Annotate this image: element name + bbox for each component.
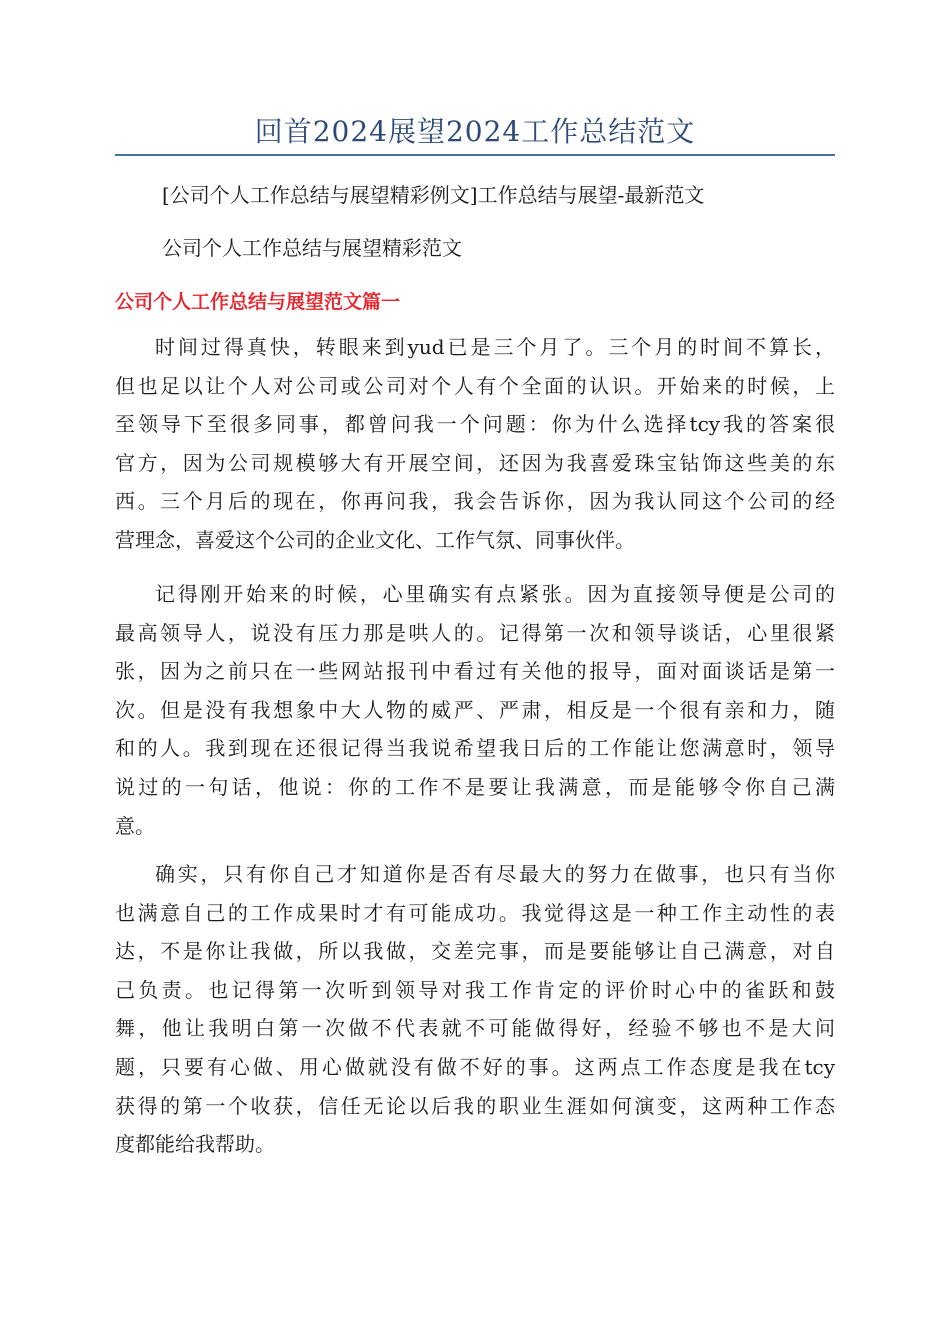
section-heading: 公司个人工作总结与展望范文篇一 — [115, 291, 401, 313]
paragraph-line: 张，因为之前只在一些网站报刊中看过有关他的报导，面对面谈话是第一 — [115, 659, 835, 684]
paragraph-line: 西。三个月后的现在，你再问我，我会告诉你，因为我认同这个公司的经 — [115, 489, 835, 514]
paragraph-line: 官方，因为公司规模够大有开展空间，还因为我喜爱珠宝钻饰这些美的东 — [115, 450, 835, 475]
paragraph-line: 最高领导人，说没有压力那是哄人的。记得第一次和领导谈话，心里很紧 — [115, 620, 835, 645]
paragraph-line: 舞，他让我明白第一次做不代表就不可能做得好，经验不够也不是大问 — [115, 1016, 835, 1041]
paragraph-2 — [115, 575, 835, 845]
paragraph-line: 但也足以让个人对公司或公司对个人有个全面的认识。开始来的时候，上 — [115, 373, 835, 398]
paragraph-line: 获得的第一个收获，信任无论以后我的职业生涯如何演变，这两种工作态 — [115, 1093, 835, 1118]
paragraph-line: 次。但是没有我想象中大人物的威严、严肃，相反是一个很有亲和力，随 — [115, 697, 835, 722]
paragraph-line: 记得刚开始来的时候，心里确实有点紧张。因为直接领导便是公司的 — [155, 582, 835, 606]
subtitle-line-1: [公司个人工作总结与展望精彩例文]工作总结与展望-最新范文 — [162, 183, 705, 207]
paragraph-1 — [115, 328, 835, 560]
paragraph-line: 时间过得真快，转眼来到yud已是三个月了。三个月的时间不算长， — [155, 335, 835, 359]
paragraph-line: 营理念，喜爱这个公司的企业文化、工作气氛、同事伙伴。 — [115, 527, 635, 552]
subtitle-line-2: 公司个人工作总结与展望精彩范文 — [162, 236, 462, 260]
paragraph-line: 度都能给我帮助。 — [115, 1132, 275, 1157]
paragraph-line: 至领导下至很多同事，都曾问我一个问题：你为什么选择tcy我的答案很 — [115, 412, 835, 437]
document-title: 回首2024展望2024工作总结范文 — [254, 115, 696, 148]
paragraph-line: 己负责。也记得第一次听到领导对我工作肯定的评价时心中的雀跃和鼓 — [115, 977, 835, 1002]
paragraph-line: 和的人。我到现在还很记得当我说希望我日后的工作能让您满意时，领导 — [115, 736, 835, 761]
paragraph-line: 说过的一句话，他说：你的工作不是要让我满意，而是能够令你自己满 — [115, 774, 835, 799]
paragraph-line: 也满意自己的工作成果时才有可能成功。我觉得这是一种工作主动性的表 — [115, 900, 835, 925]
paragraph-3 — [115, 855, 835, 1164]
title-underline — [115, 154, 835, 156]
paragraph-line: 达，不是你让我做，所以我做，交差完事，而是要能够让自己满意，对自 — [115, 939, 835, 964]
paragraph-line: 题，只要有心做、用心做就没有做不好的事。这两点工作态度是我在tcy — [115, 1054, 835, 1079]
paragraph-line: 确实，只有你自己才知道你是否有尽最大的努力在做事，也只有当你 — [155, 862, 835, 886]
paragraph-line: 意。 — [115, 813, 155, 838]
